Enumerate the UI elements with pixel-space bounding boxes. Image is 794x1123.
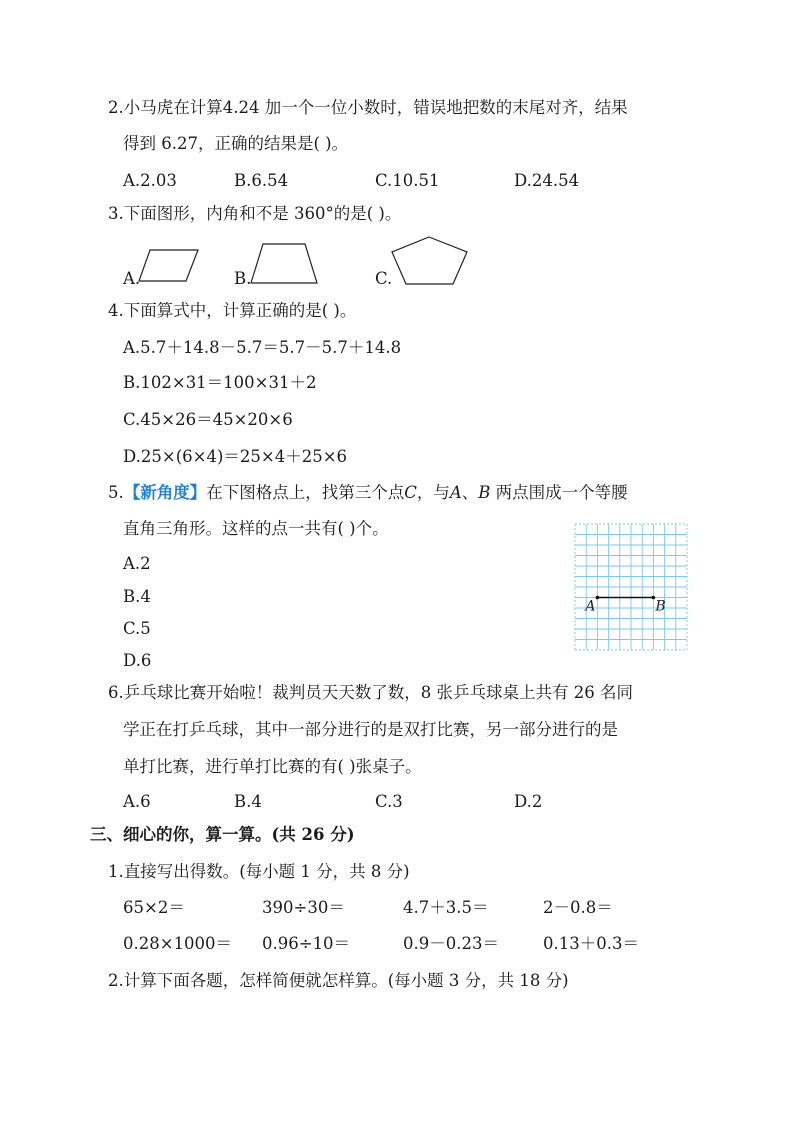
q6-line2: 学正在打乒乓球，其中一部分进行的是双打比赛，另一部分进行的是 (123, 720, 618, 739)
q4-option-d[interactable]: D.25×(6×4)＝25×4＋25×6 (123, 447, 348, 466)
calc-6: 0.96÷10＝ (262, 934, 351, 953)
q5-number: 5. (108, 483, 124, 502)
q5-option-d[interactable]: D.6 (123, 651, 152, 670)
q5-grid-figure (574, 523, 688, 651)
q4-text: 4.下面算式中，计算正确的是( )。 (108, 301, 357, 320)
q6-option-d[interactable]: D.2 (514, 792, 543, 811)
q2-option-b[interactable]: B.6.54 (234, 171, 289, 190)
q5-text-d: 两点围成一个等腰 (490, 483, 628, 502)
q6-line1: 6.乒乓球比赛开始啦！裁判员天天数了数，8 张乒乓球桌上共有 26 名同 (108, 683, 633, 702)
calc-8: 0.13＋0.3＝ (543, 934, 639, 953)
q5-option-b[interactable]: B.4 (123, 587, 151, 606)
calc-4: 2－0.8＝ (543, 898, 613, 917)
calc-5: 0.28×1000＝ (123, 934, 233, 953)
section3-sub2: 2.计算下面各题，怎样简便就怎样算。(每小题 3 分，共 18 分) (108, 971, 569, 990)
q3-text: 3.下面图形，内角和不是 360°的是( )。 (108, 204, 402, 223)
q5-var-a: A (449, 483, 462, 502)
q5-text-b: ，与 (416, 483, 450, 502)
q6-line3: 单打比赛，进行单打比赛的有( )张桌子。 (123, 757, 422, 776)
calc-2: 390÷30＝ (262, 898, 345, 917)
q3-option-c[interactable]: C. (375, 269, 393, 288)
section3-title: 三、细心的你，算一算。(共 26 分) (90, 825, 355, 844)
label-b: B (655, 598, 666, 615)
q6-option-b[interactable]: B.4 (234, 792, 262, 811)
q6-option-c[interactable]: C.3 (375, 792, 403, 811)
calc-3: 4.7＋3.5＝ (403, 898, 489, 917)
parallelogram-shape (138, 248, 200, 284)
q4-option-b[interactable]: B.102×31＝100×31＋2 (123, 373, 317, 392)
q5-option-c[interactable]: C.5 (123, 619, 151, 638)
q4-option-c[interactable]: C.45×26＝45×20×6 (123, 410, 293, 429)
trapezoid-shape (250, 243, 320, 285)
q6-option-a[interactable]: A.6 (123, 792, 151, 811)
q5-line1 (108, 482, 628, 504)
q3-option-b[interactable]: B. (234, 269, 252, 288)
q2-line1: 2.小马虎在计算4.24 加一个一位小数时，错误地把数的末尾对齐，结果 (108, 98, 628, 117)
q5-var-c: C (404, 483, 417, 502)
section3-sub1: 1.直接写出得数。(每小题 1 分，共 8 分) (108, 862, 410, 881)
q2-line2: 得到 6.27，正确的结果是( )。 (123, 134, 349, 153)
q5-tag: 【新角度】 (123, 483, 207, 502)
label-a: A (585, 598, 596, 615)
q3-option-a[interactable]: A. (123, 269, 141, 288)
q2-option-a[interactable]: A.2.03 (123, 171, 177, 190)
point-a (596, 596, 600, 600)
q2-option-c[interactable]: C.10.51 (375, 171, 440, 190)
q2-option-d[interactable]: D.24.54 (514, 171, 580, 190)
calc-1: 65×2＝ (123, 898, 185, 917)
q5-line2: 直角三角形。这样的点一共有( )个。 (123, 519, 389, 538)
q5-text-a: 在下图格点上，找第三个点 (206, 483, 405, 502)
q4-option-a[interactable]: A.5.7＋14.8－5.7＝5.7－5.7＋14.8 (123, 338, 402, 357)
calc-7: 0.9－0.23＝ (403, 934, 499, 953)
pentagon-shape (391, 236, 469, 286)
q5-text-c: 、 (461, 483, 479, 502)
q5-var-b: B (478, 483, 491, 502)
q5-option-a[interactable]: A.2 (123, 554, 151, 573)
